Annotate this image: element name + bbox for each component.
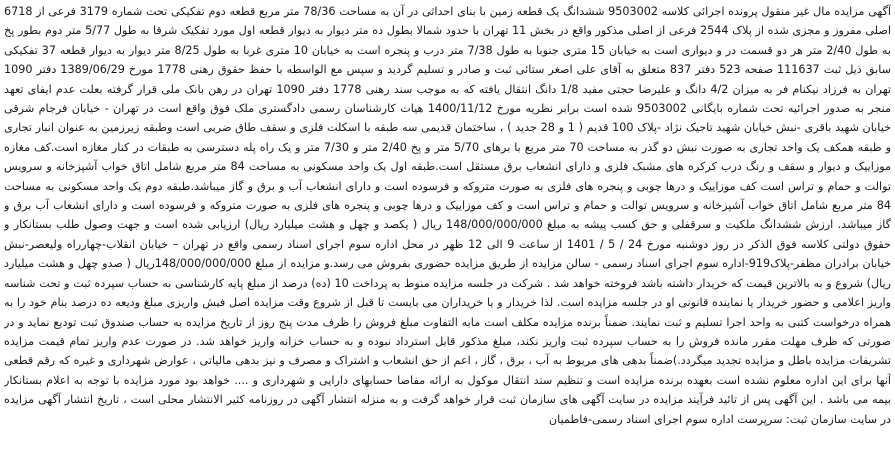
auction-notice-document <box>4 2 891 469</box>
auction-notice-text: آگهی مزایده مال غیر منقول پرونده اجرائی کلاسه 9503002 ششدانگ یک قطعه زمین با بنای احداثی در آن به مساحت 78/36 متر مربع قطعه دوم تفکیکی تحت شماره 3179 فرعی از 6718 اصلی مفروز و مجزی شده از پلاک 2544 فرعی از اصلی مذکور واقع در بخش 11 تهران با حدود شمالا بطول ده متر دیوار به دیوار قطعه اول مورد تفکیک شرقا به طول 5/77 متر دوم بطور پخ به طول 2/40 متر هر دو قسمت در و دیواری است به خیابان 15 متری جنوبا به طول 7/38 متر درب و پنجره است به خیابان 10 متری غربا به طول 8/25 متر دیوار به دیوار قطعه 37 تفکیکی سابق ذیل ثبت 111637 صفحه 523 دفتر 837 متعلق به آقای علی اصغر ستائی ثبت و صادر و تسلیم گردید و سپس مع الواسطه با حفظ حقوق رهنی 1778 مورخ 1389/06/29 دفتر 1090 تهران به فرزاد نیکنام فر به میزان 4/2 دانگ و علیرضا حجتی مفید 1/8 دانگ انتقال یافته که به موجب سند رهنی 1778 دفتر 1090 تهران در رهن بانک ملی قرار گرفته بعلت عدم ایفای تعهد منجر به صدور اجرائیه تحت شماره بایگانی 9503002 شده است برابر نظریه مورخ 1400/11/12 هیات کارشناسان رسمی دادگستری ملک فوق واقع است در تهران - خیابان فرجام شرقی خیابان شهید باقری -نبش خیابان شهید تاجیک نژاد -پلاک 100 قدیم ( 1 و 28 جدید ) ، ساختمان قدیمی سه طبقه با اسکلت فلزی و سقف طاق ضربی است وطبقه زیرزمین به عنوان انبار تجاری و طبقه همکف یک واحد تجاری به صورت نبش دو گذر به مساحت 70 متر مربع با برهای 5/70 متر و پخ 2/40 متر و 7/30 متر و یک راه پله دسترسی به طبقات در کنار مغازه است.کف مغازه موزاییک و دیوار و سقف و رنگ درب کرکره های مشبک فلزی و دارای انشعاب برق مستقل است.طبقه اول یک واحد مسکونی به مساحت 84 متر مربع شامل اتاق خواب آشپزخانه و سرویس توالت و حمام و تراس است کف موزاییک و درها چوبی و پنجره های فلزی به صورت متروکه و فرسوده است و دارای انشعاب آب و برق و گاز میباشد.طبقه دوم یک واحد مسکونی به مساحت 84 متر مربع شامل اتاق خواب آشپزخانه و سرویس توالت و حمام و تراس است و کف موزاییک و درها چوبی و پنجره های فلزی به صورت متروکه و فرسوده است و دارای انشعاب آب برق و گاز میباشد. ارزش ششدانگ ملکیت و سرقفلی و حق کسب پیشه به مبلغ 148/000/000/000 ریال ( یکصد و چهل و هشت میلیارد ریال) ارزیابی شده است و جهت وصول طلب بستانکار و حقوق دولتی کلاسه فوق الذکر در روز دوشنبه مورخ 24 / 5 / 1401 از ساعت 9 الی 12 ظهر در محل اداره سوم اجرای اسناد رسمی واقع در تهران – خیابان انقلاب-چهارراه ولیعصر-نبش خیابان برادران مظفر-پلاک919-اداره سوم اجرای اسناد رسمی - سالن مزایده از طریق مزایده حضوری بفروش می رسد.و مزایده از مبلغ 148/000/000/000ریال ( صدو چهل و هشت میلیارد ریال) شروع و به بالاترین قیمت که خریدار داشته باشد فروخته خواهد شد . شرکت در جلسه مزایده منوط به پرداخت 10 (ده) درصد از مبلغ پایه کارشناسی به حساب سپرده ثبت و تحت شناسه واریز اعلامی و حضور خریدار یا نماینده قانونی او در جلسه مزایده است. لذا خریدار و یا خریداران می بایست تا قبل از شروع وقت مزایده اصل فیش واریزی مبلغ ودیعه ده درصد بنام خود را به همراه درخواست کتبی به واحد اجرا تسلیم و ثبت نمایند. ضمناً برنده مزایده مکلف است مابه التفاوت مبلغ فروش را ظرف مدت پنج روز از تاریخ مزایده به حساب صندوق ثبت تودیع نماید و در صورتی که ظرف مهلت مقرر مانده فروش را به حساب سپرده ثبت واریز نکند، مبلغ مذکور قابل استرداد نبوده و به حساب خزانه واریز خواهد شد. در صورت عدم واریز تمام قیمت مزایده تشریفات مزایده باطل و مزایده تجدید میگردد.)ضمناً بدهی های مربوط به آب ، برق ، گاز ، اعم از حق انشعاب و اشتراک و مصرف و نیز بدهی مالیاتی ، عوارض شهرداری و غیره که رقم قطعی آنها برای این اداره معلوم نشده است بعهده برنده مزایده است و تنظیم سند انتقال موکول به ارائه مفاصا حسابهای دارایی و شهرداری و .... خواهد بود مورد مزایده با توجه به اعلام بستانکار بیمه می باشد . این آگهی پس از تائید فرآیند مزایده در سایت آگهی های سازمان ثبت قرار خواهد گرفت و به منزله انتشار آگهی در روزنامه کثیر الانتشار محلی است ، تاریخ انتشار آگهی مزایده در سایت سازمان ثبت: سرپرست اداره سوم اجرای اسناد رسمی-فاطمیان <box>4 5 891 426</box>
